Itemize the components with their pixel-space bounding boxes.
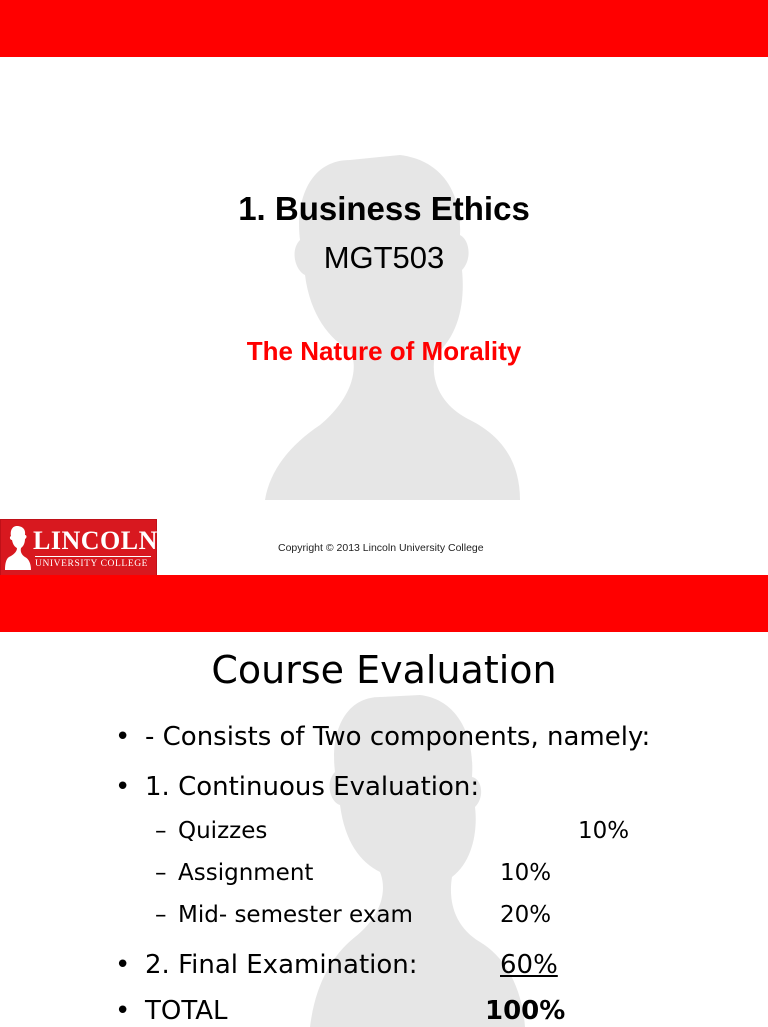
logo-name: LINCOLN	[33, 526, 158, 555]
dash-icon: –	[155, 860, 167, 886]
slide-separator-red-banner	[0, 575, 768, 632]
lincoln-bust-icon	[4, 524, 32, 572]
continuous-label: 1. Continuous Evaluation:	[145, 772, 480, 802]
item-percent: 20%	[500, 902, 552, 928]
sub-item-assignment	[155, 860, 552, 886]
slide-title: 1. Business Ethics	[238, 190, 530, 227]
copyright-text: Copyright © 2013 Lincoln University College	[278, 542, 484, 554]
bullet-dot-icon: •	[115, 722, 131, 752]
logo-divider	[35, 556, 151, 557]
logo-subtitle: UNIVERSITY COLLEGE	[35, 559, 149, 569]
dash-icon: –	[155, 902, 167, 928]
sub-item-quizzes	[155, 818, 630, 844]
lincoln-logo	[0, 519, 157, 577]
top-red-banner	[0, 0, 768, 57]
total-percent: 100%	[485, 996, 566, 1026]
final-label: 2. Final Examination:	[145, 950, 418, 980]
final-percent: 60%	[500, 950, 558, 980]
slide-subtitle: The Nature of Morality	[246, 336, 522, 366]
bullet-intro	[115, 722, 651, 752]
intro-text: - Consists of Two components, namely:	[145, 722, 651, 752]
course-code: MGT503	[323, 240, 445, 275]
dash-icon: –	[155, 818, 167, 844]
bullet-final	[115, 950, 558, 980]
item-label: Mid- semester exam	[178, 902, 413, 928]
bullet-dot-icon: •	[115, 772, 131, 802]
item-label: Quizzes	[178, 818, 268, 844]
item-percent: 10%	[578, 818, 630, 844]
bullet-continuous	[115, 772, 480, 802]
course-evaluation-slide	[0, 632, 768, 1024]
bullet-dot-icon: •	[115, 950, 131, 980]
bullet-total	[115, 996, 566, 1026]
slide-heading: Course Evaluation	[211, 648, 557, 692]
item-label: Assignment	[178, 860, 314, 886]
total-label: TOTAL	[145, 996, 228, 1026]
bullet-dot-icon: •	[115, 996, 131, 1026]
sub-item-midsemester	[155, 902, 552, 928]
item-percent: 10%	[500, 860, 552, 886]
